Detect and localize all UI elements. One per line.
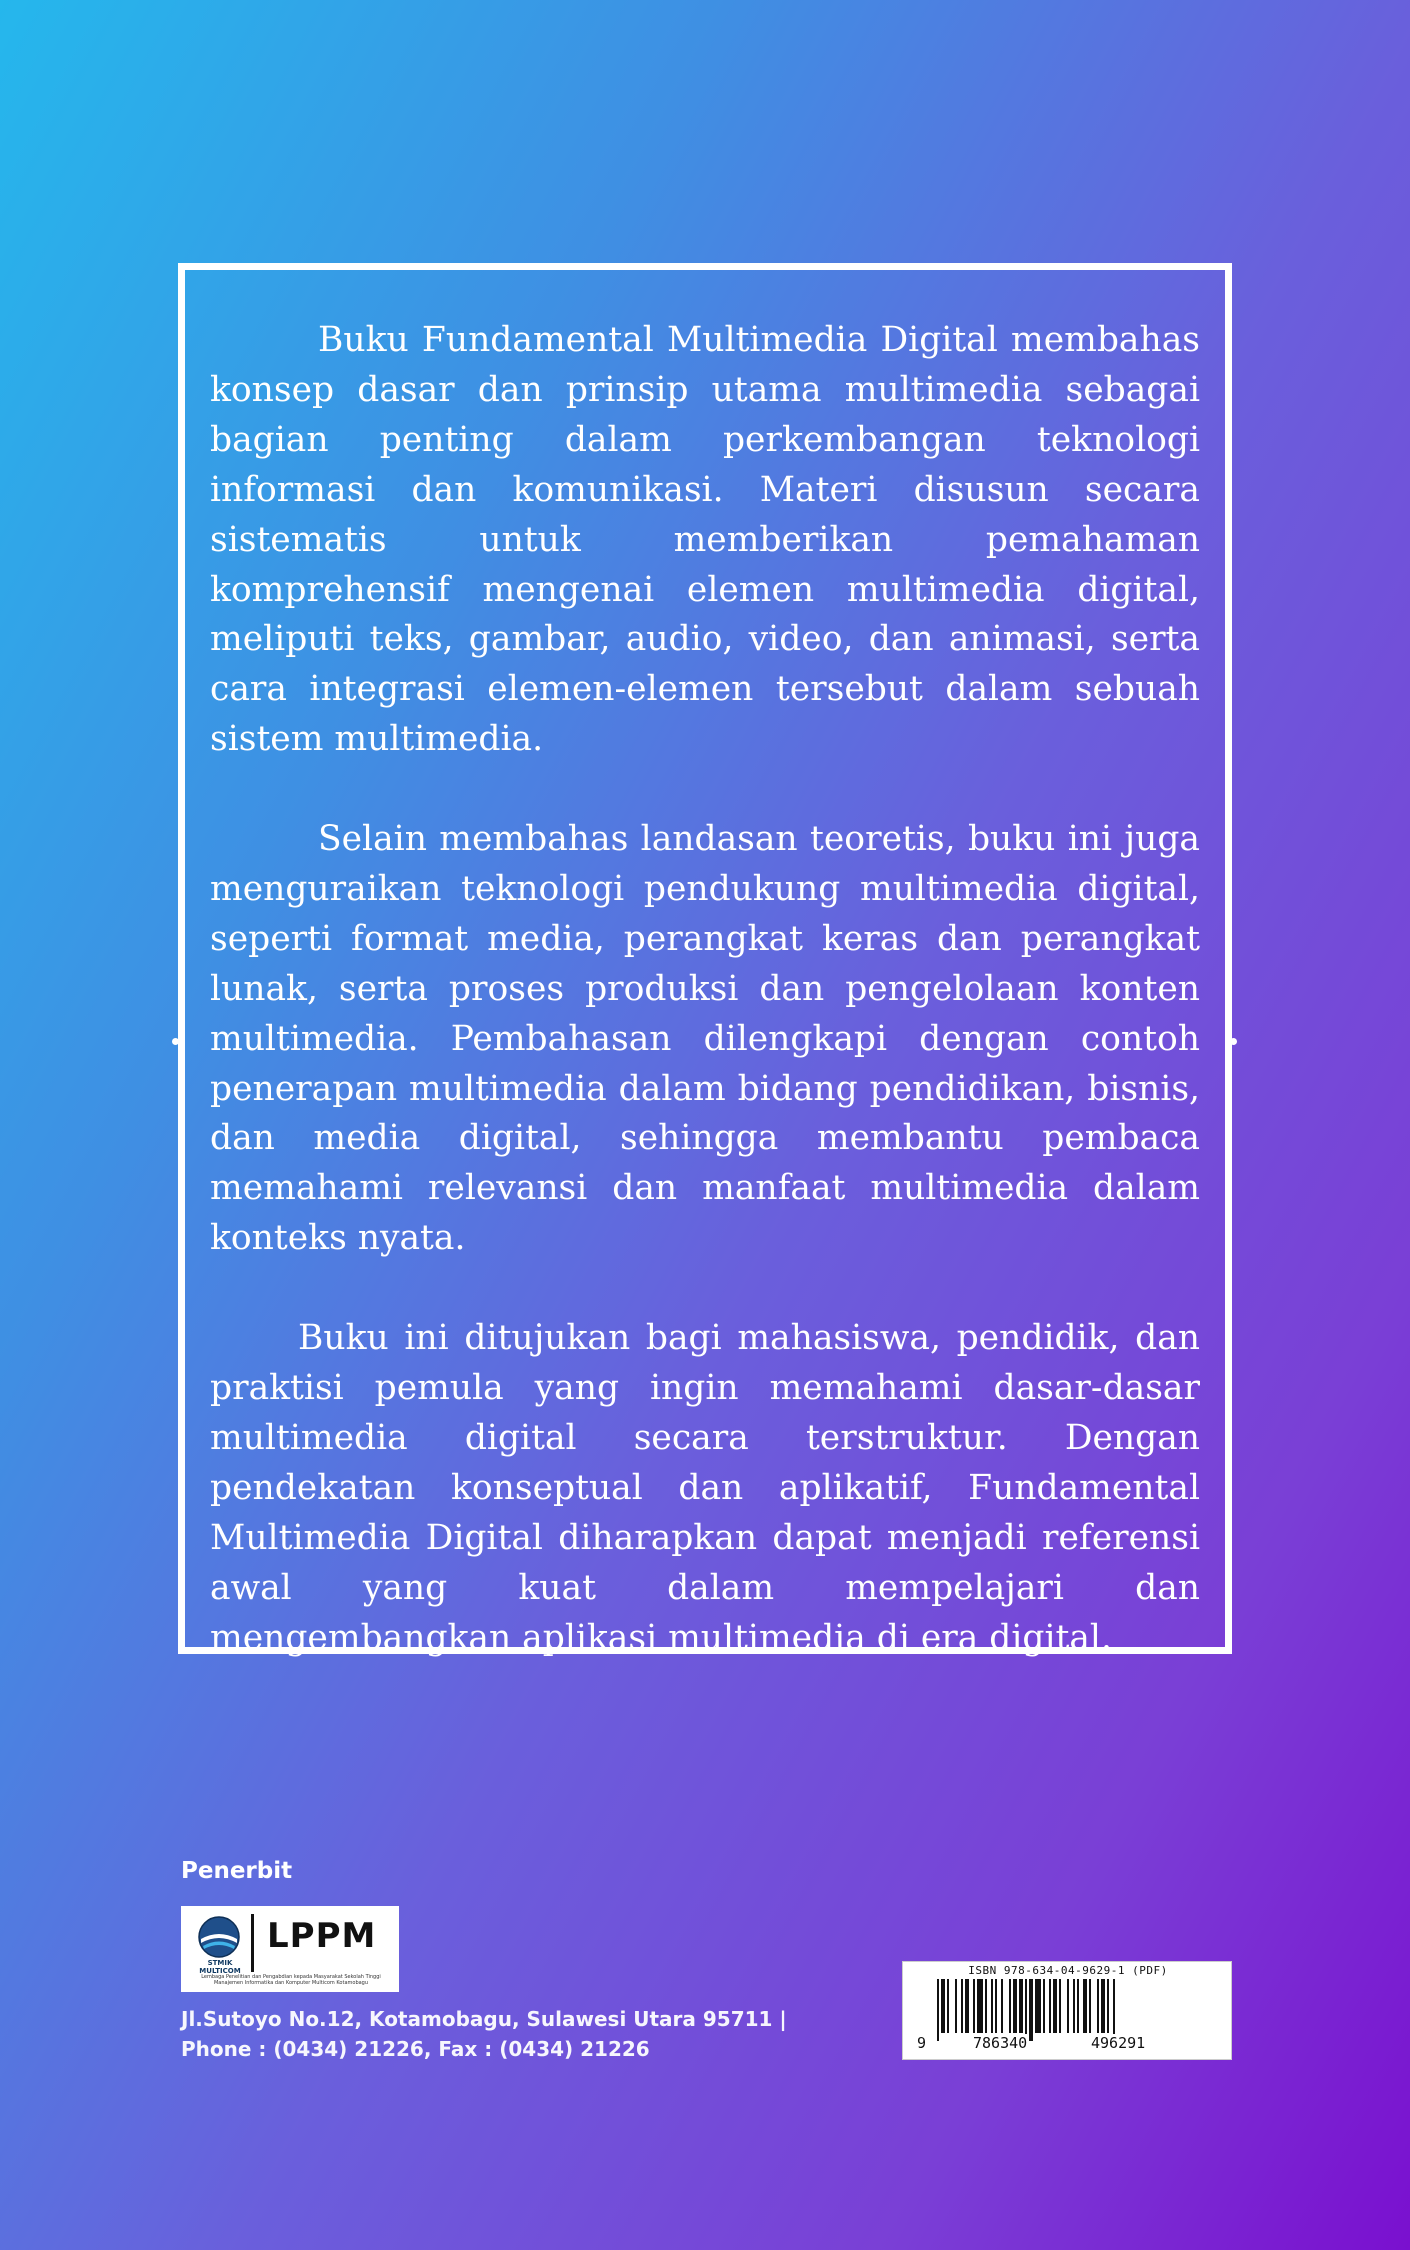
- barcode-digits-left: 786340: [973, 2034, 1028, 2052]
- barcode-bar: [1083, 1979, 1087, 2033]
- barcode-bar: [1089, 1979, 1091, 2033]
- barcode-bar: [1025, 1979, 1027, 2041]
- barcode-bar: [965, 1979, 969, 2033]
- frame-dot-left: [172, 1038, 179, 1045]
- publisher-address: [181, 2004, 787, 2064]
- barcode-bar: [941, 1979, 945, 2033]
- globe-emblem-icon: [197, 1915, 241, 1959]
- barcode-bar: [1043, 1979, 1045, 2033]
- barcode-bar: [955, 1979, 957, 2033]
- barcode-bar: [1019, 1979, 1023, 2033]
- barcode-digits-right: 496291: [1091, 2034, 1146, 2052]
- logo-tagline: Lembaga Penelitian dan Pengabdian kepada Masyarakat Sekolah Tinggi Manajemen Informatika dan Komputer Multicom Kotamobagu: [201, 1974, 381, 1986]
- barcode-bar: [1013, 1979, 1017, 2033]
- barcode-bar: [1059, 1979, 1061, 2033]
- logo-subtext: STMIK MULTICOM: [199, 1959, 241, 1975]
- frame-dot-right: [1230, 1038, 1237, 1045]
- barcode-bar: [1035, 1979, 1041, 2033]
- blurb-paragraph: Buku ini ditujukan bagi mahasiswa, pendidik, dan praktisi pemula yang ingin memahami dasar-dasar multimedia digital secara terstruktur. Dengan pendekatan konseptual dan aplikatif, Fundamental Multimedia Digital diharapkan dapat menjadi referensi awal yang kuat dalam mempelajari dan mengembangkan aplikasi multimedia di era digital.: [210, 1318, 1200, 1658]
- barcode-bar: [1001, 1979, 1003, 2033]
- barcode-bar: [947, 1979, 949, 2033]
- barcode-bar: [1073, 1979, 1075, 2033]
- isbn-barcode: [902, 1961, 1232, 2060]
- barcode-bar: [1107, 1979, 1109, 2033]
- barcode-bar: [1029, 1979, 1033, 2041]
- logo-text: LPPM: [267, 1916, 377, 1956]
- blurb-paragraph: Buku Fundamental Multimedia Digital membahas konsep dasar dan prinsip utama multimedia sebagai bagian penting dalam perkembangan teknologi informasi dan komunikasi. Materi disusun secara sistematis untuk memberikan pemahaman komprehensif mengenai elemen multimedia digital, meliputi teks, gambar, audio, video, dan animasi, serta cara integrasi elemen-elemen tersebut dalam sebuah sistem multimedia.: [210, 320, 1200, 760]
- barcode-bar: [1049, 1979, 1051, 2033]
- phone-fax-line: Phone : (0434) 21226, Fax : (0434) 21226: [181, 2037, 650, 2061]
- barcode-bar: [1097, 1979, 1099, 2033]
- logo-divider: [251, 1914, 254, 1972]
- barcode-bar: [1053, 1979, 1057, 2033]
- isbn-label: ISBN 978-634-04-9629-1 (PDF): [968, 1964, 1168, 1977]
- barcode-bar: [1113, 1979, 1115, 2041]
- book-blurb: [210, 316, 1200, 1713]
- barcode-bars: [917, 1979, 1217, 2053]
- barcode-bar: [1009, 1979, 1011, 2033]
- barcode-bar: [1101, 1979, 1105, 2033]
- publisher-logo: [181, 1906, 399, 1992]
- barcode-bar: [961, 1979, 963, 2033]
- barcode-bar: [991, 1979, 993, 2033]
- barcode-bar: [937, 1979, 939, 2041]
- blurb-paragraph: Selain membahas landasan teoretis, buku ini juga menguraikan teknologi pendukung multimedia digital, seperti format media, perangkat keras dan perangkat lunak, serta proses produksi dan pengelolaan konten multimedia. Pembahasan dilengkapi dengan contoh penerapan multimedia dalam bidang pendidikan, bisnis, dan media digital, sehingga membantu pembaca memahami relevansi dan manfaat multimedia dalam konteks nyata.: [210, 819, 1200, 1259]
- barcode-bar: [995, 1979, 997, 2033]
- barcode-bar: [977, 1979, 983, 2033]
- address-line: Jl.Sutoyo No.12, Kotamobagu, Sulawesi Utara 95711 |: [181, 2007, 787, 2031]
- barcode-bar: [973, 1979, 975, 2033]
- barcode-bar: [1077, 1979, 1079, 2033]
- publisher-label: Penerbit: [181, 1858, 293, 1884]
- barcode-digit-first: 9: [917, 2034, 927, 2052]
- barcode-bar: [985, 1979, 987, 2033]
- barcode-bar: [1067, 1979, 1069, 2033]
